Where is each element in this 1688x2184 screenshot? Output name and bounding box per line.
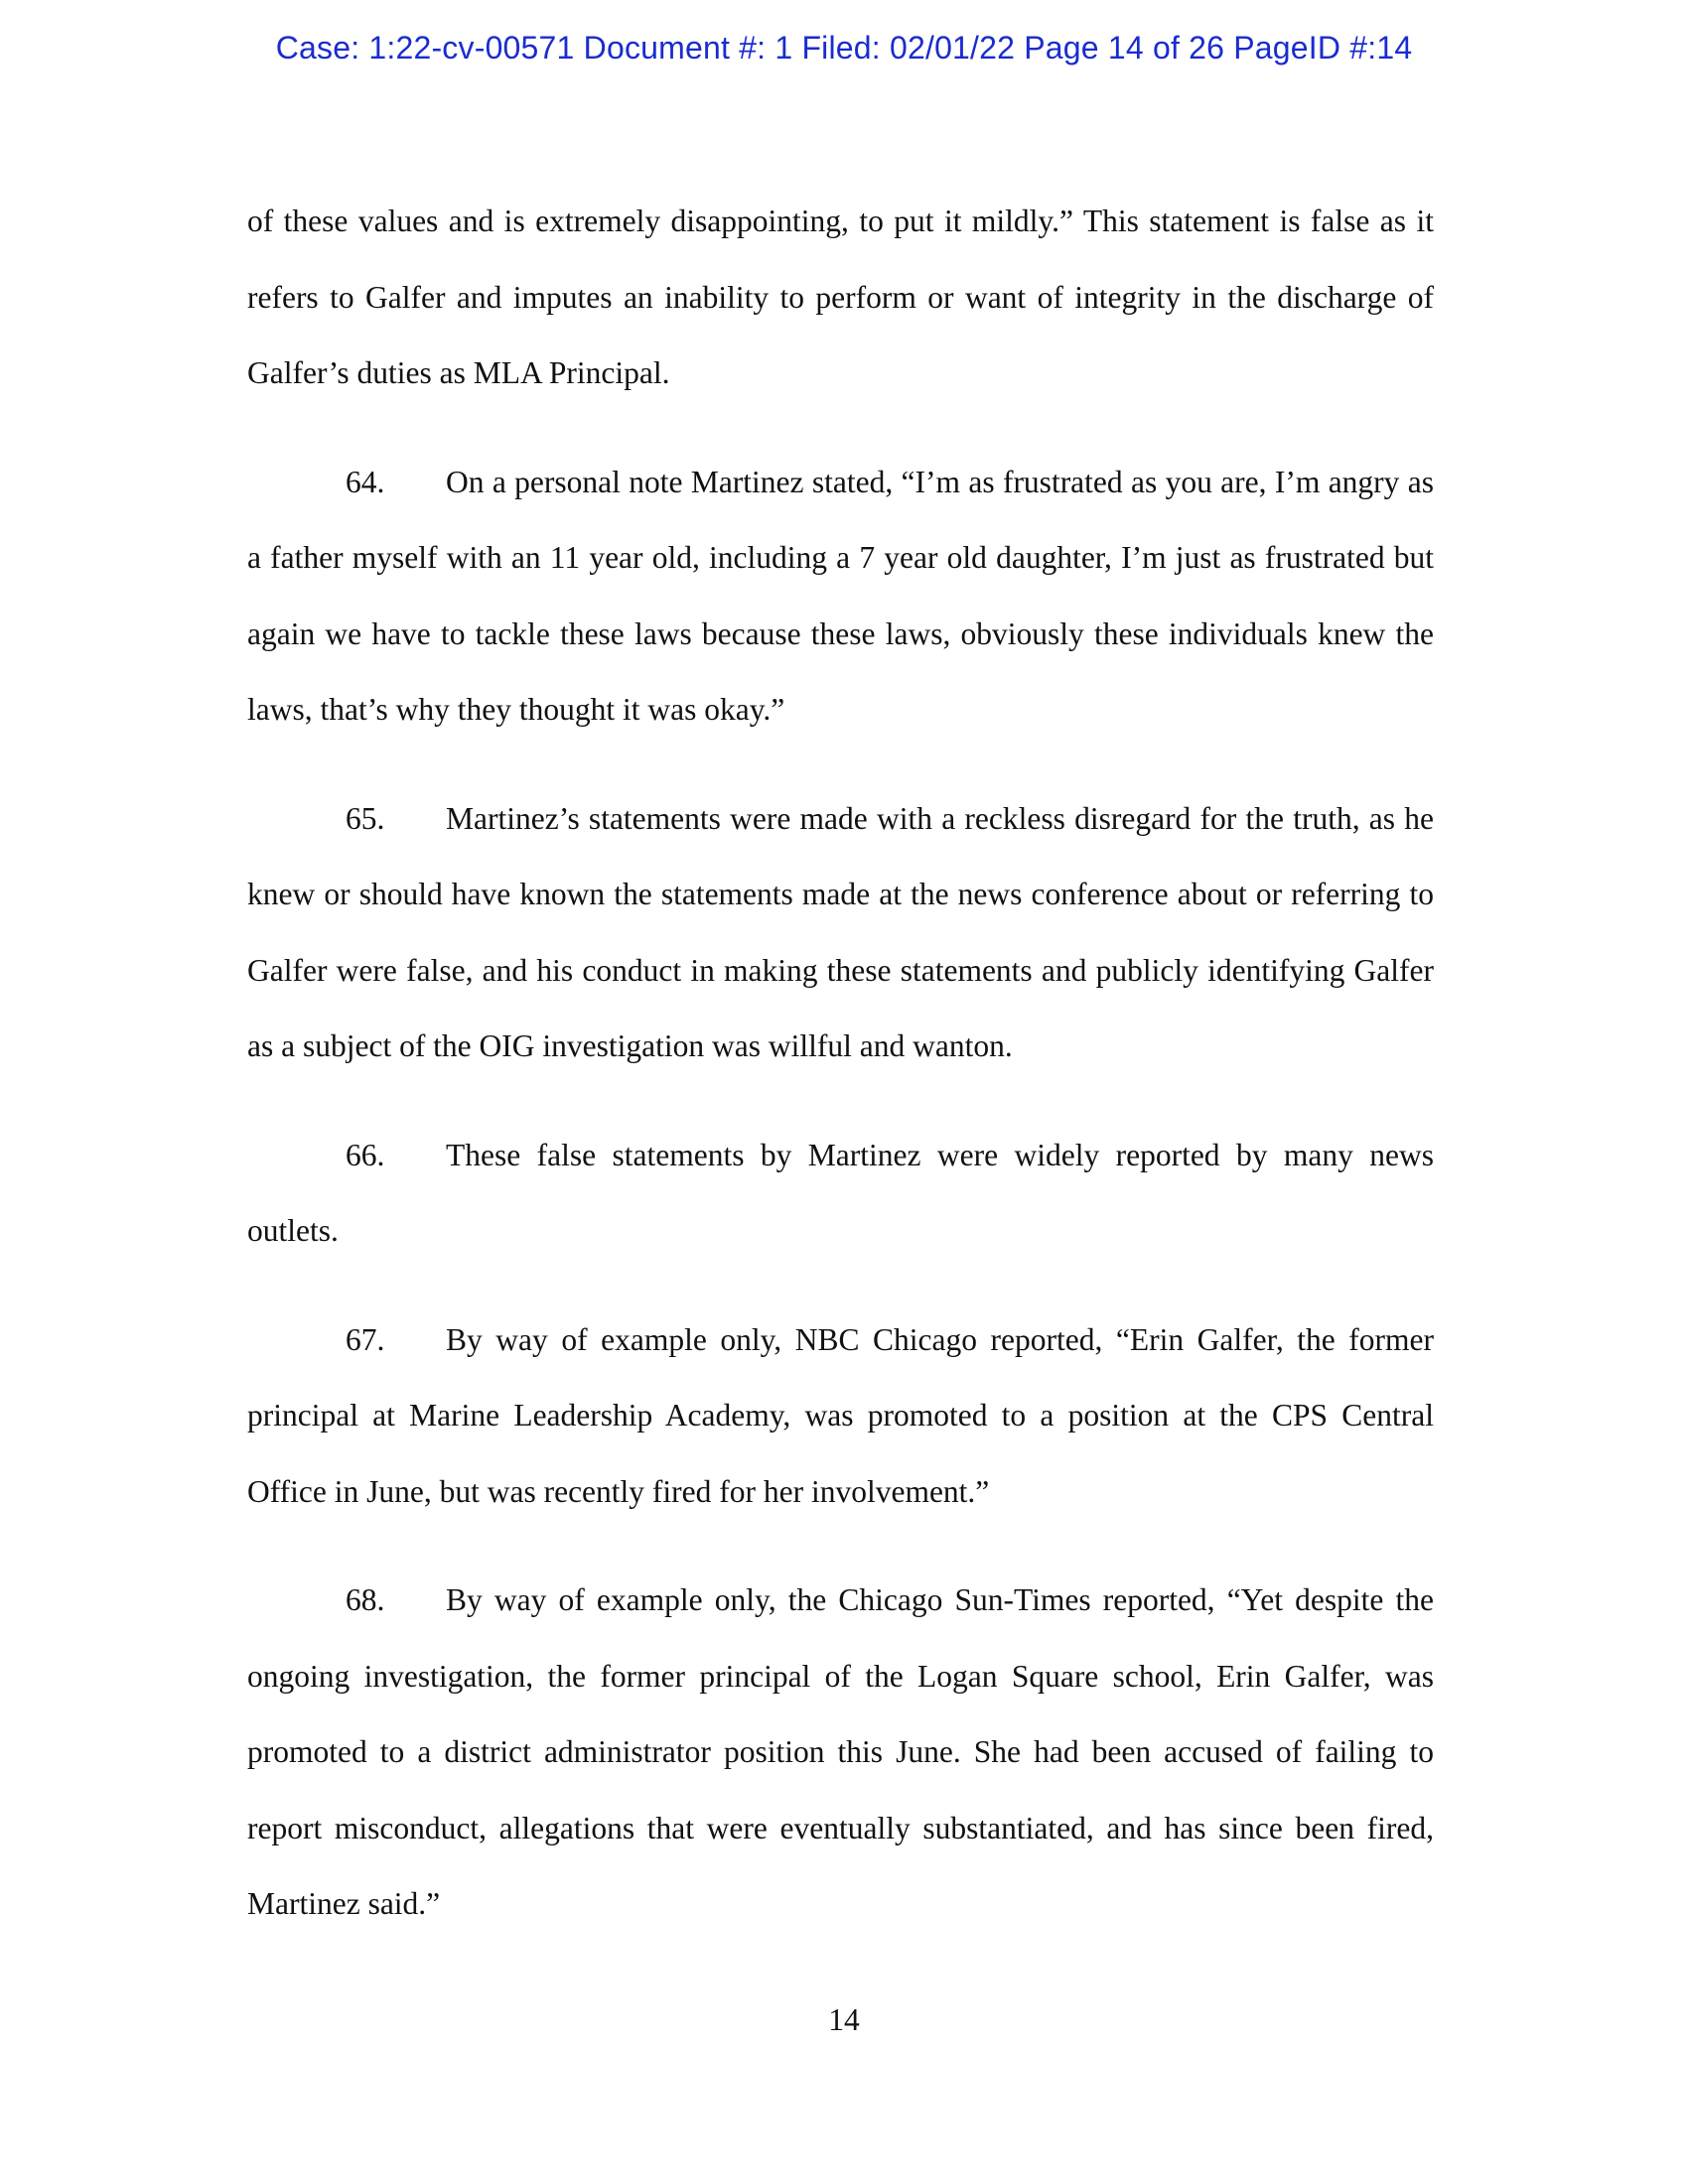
paragraph-number: 64. (346, 464, 385, 499)
paragraph-text: By way of example only, NBC Chicago reported, “Erin Galfer, the former principal at Marine Leadership Academy, was promoted to a position at the CPS Central Office in June, but was recently fired for her involvement.” (247, 1321, 1434, 1509)
paragraph-continued (247, 184, 1434, 412)
paragraph-text: of these values and is extremely disappointing, to put it mildly.” This statement is false as it refers to Galfer and imputes an inability to perform or want of integrity in the discharge of Galfer’s duties as MLA Principal. (247, 204, 1434, 390)
paragraph-number: 65. (346, 800, 385, 836)
paragraph-text: On a personal note Martinez stated, “I’m as frustrated as you are, I’m angry as a father myself with an 11 year old, including a 7 year old daughter, I’m just as frustrated but again we have to tackle these laws because these laws, obviously these individuals knew the laws, that’s why they thought it was okay.” (247, 464, 1434, 727)
paragraph-text: Martinez’s statements were made with a reckless disregard for the truth, as he knew or should have known the statements made at the news conference about or referring to Galfer were false, and his conduct in making these statements and publicly identifying Galfer as a subject of the OIG investigation was willful and wanton. (247, 800, 1434, 1063)
paragraph-text: By way of example only, the Chicago Sun-Times reported, “Yet despite the ongoing investigation, the former principal of the Logan Square school, Erin Galfer, was promoted to a district administrator position this June. She had been accused of failing to report misconduct, allegations that were eventually substantiated, and has since been fired, Martinez said.” (247, 1582, 1434, 1921)
paragraph-65 (247, 781, 1434, 1085)
paragraph-68 (247, 1563, 1434, 1943)
paragraph-text: These false statements by Martinez were widely reported by many news outlets. (247, 1137, 1434, 1248)
document-body (247, 184, 1434, 1976)
page-number: 14 (828, 2002, 860, 2037)
paragraph-66 (247, 1118, 1434, 1270)
case-header: Case: 1:22-cv-00571 Document #: 1 Filed: 02/01/22 Page 14 of 26 PageID #:14 (275, 30, 1413, 66)
paragraph-64 (247, 445, 1434, 749)
paragraph-number: 66. (346, 1137, 385, 1172)
paragraph-number: 68. (346, 1582, 385, 1617)
paragraph-number: 67. (346, 1321, 385, 1357)
paragraph-67 (247, 1302, 1434, 1531)
